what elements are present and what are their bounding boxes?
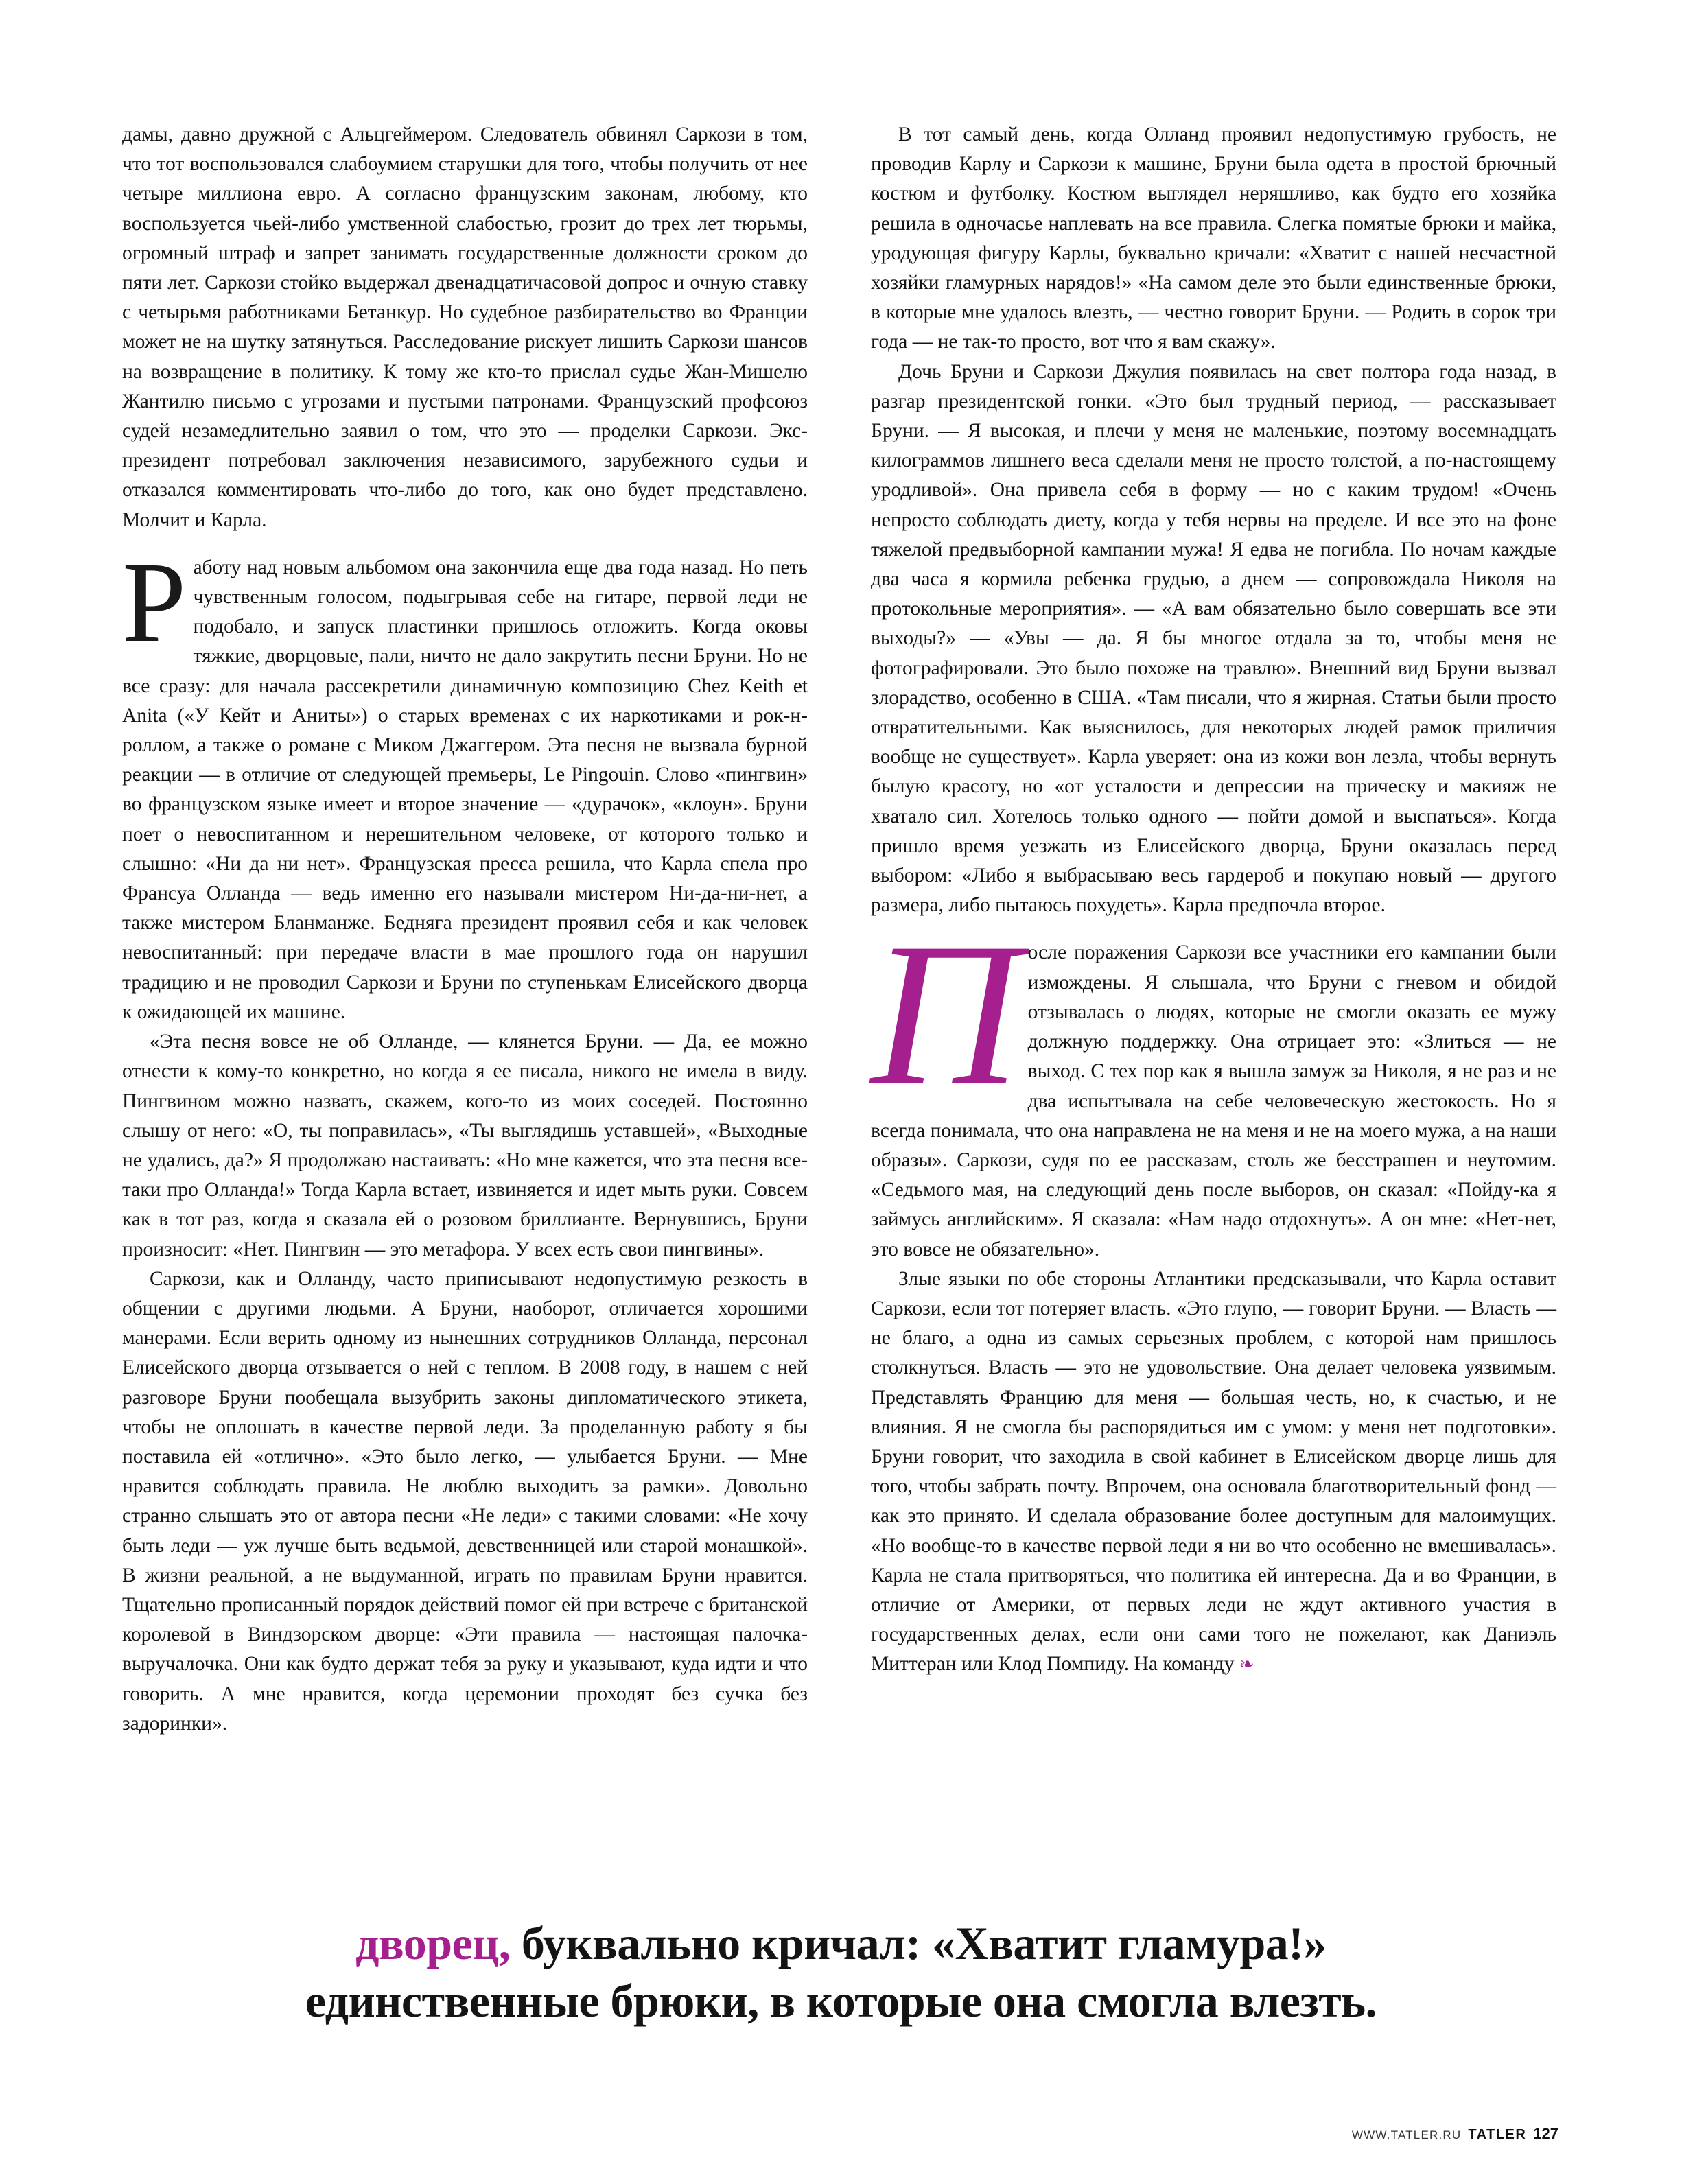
paragraph-spacer	[122, 535, 808, 553]
pull-quote-line-1	[122, 1914, 1560, 1972]
dropcap-paragraph-block	[871, 900, 1556, 1264]
left-column	[122, 120, 808, 1877]
paragraph: аботу над новым альбомом она закончила еще два года назад. Но петь чувственным голосом, подыгрывая себе на гитаре, первой леди не подобало, и запуск пластинки пришлось отложить. Когда оковы тяжкие, дворцовые, пали, ничто не дало закрутить песни Бруни. Но не все сразу: для начала рассекретили динамичную композицию Chez Keith et Anita («У Кейт и Аниты») о старых временах с их наркотиками и рок-н-роллом, а также о романе с Миком Джаггером. Эта песня не вызвала бурной реакции — в отличие от следующей премьеры, Le Pingouin. Слово «пингвин» во французском языке имеет и второе значение — «дурачок», «клоун». Бруни поет о невоспитанном и нерешительном человеке, от которого только и слышно: «Ни да ни нет». Французская пресса решила, что Карла спела про Франсуа Олланда — ведь именно его называли мистером Ни-да-ни-нет, а также мистером Бланманже. Бедняга президент проявил себя и как человек невоспитанный: при передаче власти в мае прошлого года он нарушил традицию и не проводил Саркози и Бруни по ступенькам Елисейского дворца к ожидающей их машине.	[122, 556, 808, 1023]
paragraph: осле поражения Саркози все участники его кампании были измождены. Я слышала, что Бруни с гневом и обидой отзывалась о людях, которые не смогли оказать ее мужу должную поддержку. Она отрицает это: «Злиться — не выход. С тех пор как я вышла замуж за Николя, я не раз и не два испытывала на себе человеческую жестокость. Но я всегда понимала, что она направлена не на меня и не на моего мужа, а на наши образы». Саркози, судя по ее рассказам, столь же бесстрашен и неутомим. «Седьмого мая, на следующий день после выборов, он сказал: «Пойду-ка я займусь английским». Я сказала: «Нам надо отдохнуть». А он мне: «Нет-нет, это вовсе не обязательно».	[871, 941, 1556, 1260]
paragraph: Саркози, как и Олланду, часто приписывают недопустимую резкость в общении с другими людьми. А Бруни, наоборот, отличается хорошими манерами. Если верить одному из нынешних сотрудников Олланда, персонал Елисейского дворца отзывается о ней с теплом. В 2008 году, в нашем с ней разговоре Бруни пообещала вызубрить законы дипломатического этикета, чтобы не оплошать в качестве первой леди. За проделанную работу я бы поставила ей «отлично». «Это было легко, — улыбается Бруни. — Мне нравится соблюдать правила. Не люблю выходить за рамки». Довольно странно слышать это от автора песни «Не леди» с такими словами: «Не хочу быть леди — уж лучше быть ведьмой, девственницей или старой монашкой». В жизни реальной, а не выдуманной, играть по правилам Бруни нравится. Тщательно прописанный порядок действий помог ей при встрече с британской королевой в Виндзорском дворце: «Эти правила — настоящая палочка-выручалочка. Они как будто держат тебя за руку и указывают, куда идти и что говорить. А мне нравится, когда церемонии проходят без сучка без задоринки».	[122, 1267, 808, 1735]
article-columns	[122, 120, 1556, 1877]
footer-url: WWW.TATLER.RU	[1351, 2128, 1462, 2141]
paragraph: В тот самый день, когда Олланд проявил недопустимую грубость, не проводив Карлу и Саркози к машине, Бруни была одета в простой брючный костюм и футболку. Костюм выглядел неряшливо, как будто его хозяйка решила в одночасье наплевать на все правила. Слегка помятые брюки и майка, уродующая фигуру Карлы, буквально кричали: «Хватит с нашей несчастной хозяйки гламурных нарядов!» «На самом деле это были единственные брюки, в которые мне удалось влезть, — честно говорит Бруни. — Родить в сорок три года — не так-то просто, вот что я вам скажу».	[871, 124, 1556, 353]
end-mark-icon: ❧	[1239, 1654, 1254, 1675]
page-number: 127	[1533, 2125, 1558, 2142]
right-column	[871, 120, 1556, 1877]
paragraph-final	[871, 1265, 1556, 1680]
pull-quote-accent: дворец,	[355, 1917, 511, 1969]
paragraph: Дочь Бруни и Саркози Джулия появилась на свет полтора года назад, в разгар президентской гонки. «Это был трудный период, — рассказывает Бруни. — Я высокая, и плечи у меня не маленькие, поэтому восемнадцать килограммов лишнего веса сделали меня не просто толстой, а по-настоящему уродливой». Она привела себя в форму — но с каким трудом! «Очень непросто соблюдать диету, когда у тебя нервы на пределе. И все это на фоне тяжелой предвыборной кампании мужа! Я едва не погибла. По ночам каждые два часа я кормила ребенка грудью, а днем — сопровождала Николя на протокольные мероприятия». — «А вам обязательно было совершать все эти выходы?» — «Увы — да. Я бы многое отдала за то, чтобы меня не фотографировали. Это было похоже на травлю». Внешний вид Бруни вызвал злорадство, особенно в США. «Там писали, что я жирная. Статьи были просто отвратительными. Как выяснилось, для некоторых людей рамок приличия вообще не существует». Карла уверяет: она из кожи вон лезла, чтобы вернуть былую красоту, но «от усталости и депрессии на прическу и макияж не хватало сил. Хотелось только одного — пойти домой и выспаться». Когда пришло время уезжать из Елисейского дворца, Бруни оказалась перед выбором: «Либо я выбрасываю весь гардероб и покупаю новый — другого размера, либо пытаюсь похудеть». Карла предпочла второе.	[871, 360, 1556, 917]
dropcap-paragraph-block	[122, 538, 808, 1027]
pull-quote-line-2: единственные брюки, в которые она смогла влезть.	[305, 1975, 1377, 2027]
pull-quote-rest: буквально кричал: «Хватит гламура!»	[510, 1917, 1327, 1969]
paragraph-text: Злые языки по обе стороны Атлантики предсказывали, что Карла оставит Саркози, если тот потеряет власть. «Это глупо, — говорит Бруни. — Власть — не благо, а одна из самых серьезных проблем, с которой нам пришлось столкнуться. Власть — это не удовольствие. Она делает человека уязвимым. Представлять Францию для меня — большая честь, но, к счастью, и не влияния. Я не смогла бы распорядиться им с умом: у меня нет подготовки». Бруни говорит, что заходила в свой кабинет в Елисейском дворце лишь для того, чтобы забрать почту. Впрочем, она основала благотворительный фонд — как это принято. И сделала образование более доступным для малоимущих. «Но вообще-то в качестве первой леди я ни во что особенно не вмешивалась». Карла не стала притворяться, что политика ей интересна. Да и во Франции, в отличие от Америки, от первых леди не ждут активного участия в государственных делах, если они сами того не пожелают, как Даниэль Миттеран или Клод Помпиду. На команду	[871, 1267, 1556, 1676]
footer-brand: TATLER	[1468, 2127, 1527, 2142]
pull-quote	[122, 1914, 1560, 2030]
page-footer	[1352, 2125, 1558, 2143]
dropcap-letter: П	[871, 900, 1016, 1129]
dropcap-letter: Р	[122, 538, 187, 666]
paragraph: «Эта песня вовсе не об Олланде, — клянется Бруни. — Да, ее можно отнести к кому-то конкретно, но когда я ее писала, никого не имела в виду. Пингвином можно назвать, скажем, кого-то из моих соседей. Постоянно слышу от него: «О, ты поправилась», «Ты выглядишь уставшей», «Выходные не удались, да?» Я продолжаю настаивать: «Но мне кажется, что эта песня все-таки про Олланда!» Тогда Карла встает, извиняется и идет мыть руки. Совсем как в тот раз, когда я сказала ей о розовом бриллианте. Вернувшись, Бруни произносит: «Нет. Пингвин — это метафора. У всех есть свои пингвины».	[122, 1031, 808, 1260]
paragraph-continued: дамы, давно дружной с Альцгеймером. Следователь обвинял Саркози в том, что тот воспользовался слабоумием старушки для того, чтобы получить от нее четыре миллиона евро. А согласно французским законам, любому, кто воспользуется чьей-либо умственной слабостью, грозит до трех лет тюрьмы, огромный штраф и запрет занимать государственные должности сроком до пяти лет. Саркози стойко выдержал двенадцатичасовой допрос и очную ставку с четырьмя работниками Бетанкур. Но судебное разбирательство во Франции может не на шутку затянуться. Расследование рискует лишить Саркози шансов на возвращение в политику. К тому же кто-то прислал судье Жан-Мишелю Жантилю письмо с угрозами и пустыми патронами. Французский профсоюз судей незамедлительно заявил о том, что это — проделки Саркози. Экс-президент потребовал заключения независимого, зарубежного судьи и отказался комментировать что-либо до того, как оно будет представлено. Молчит и Карла.	[122, 124, 808, 531]
